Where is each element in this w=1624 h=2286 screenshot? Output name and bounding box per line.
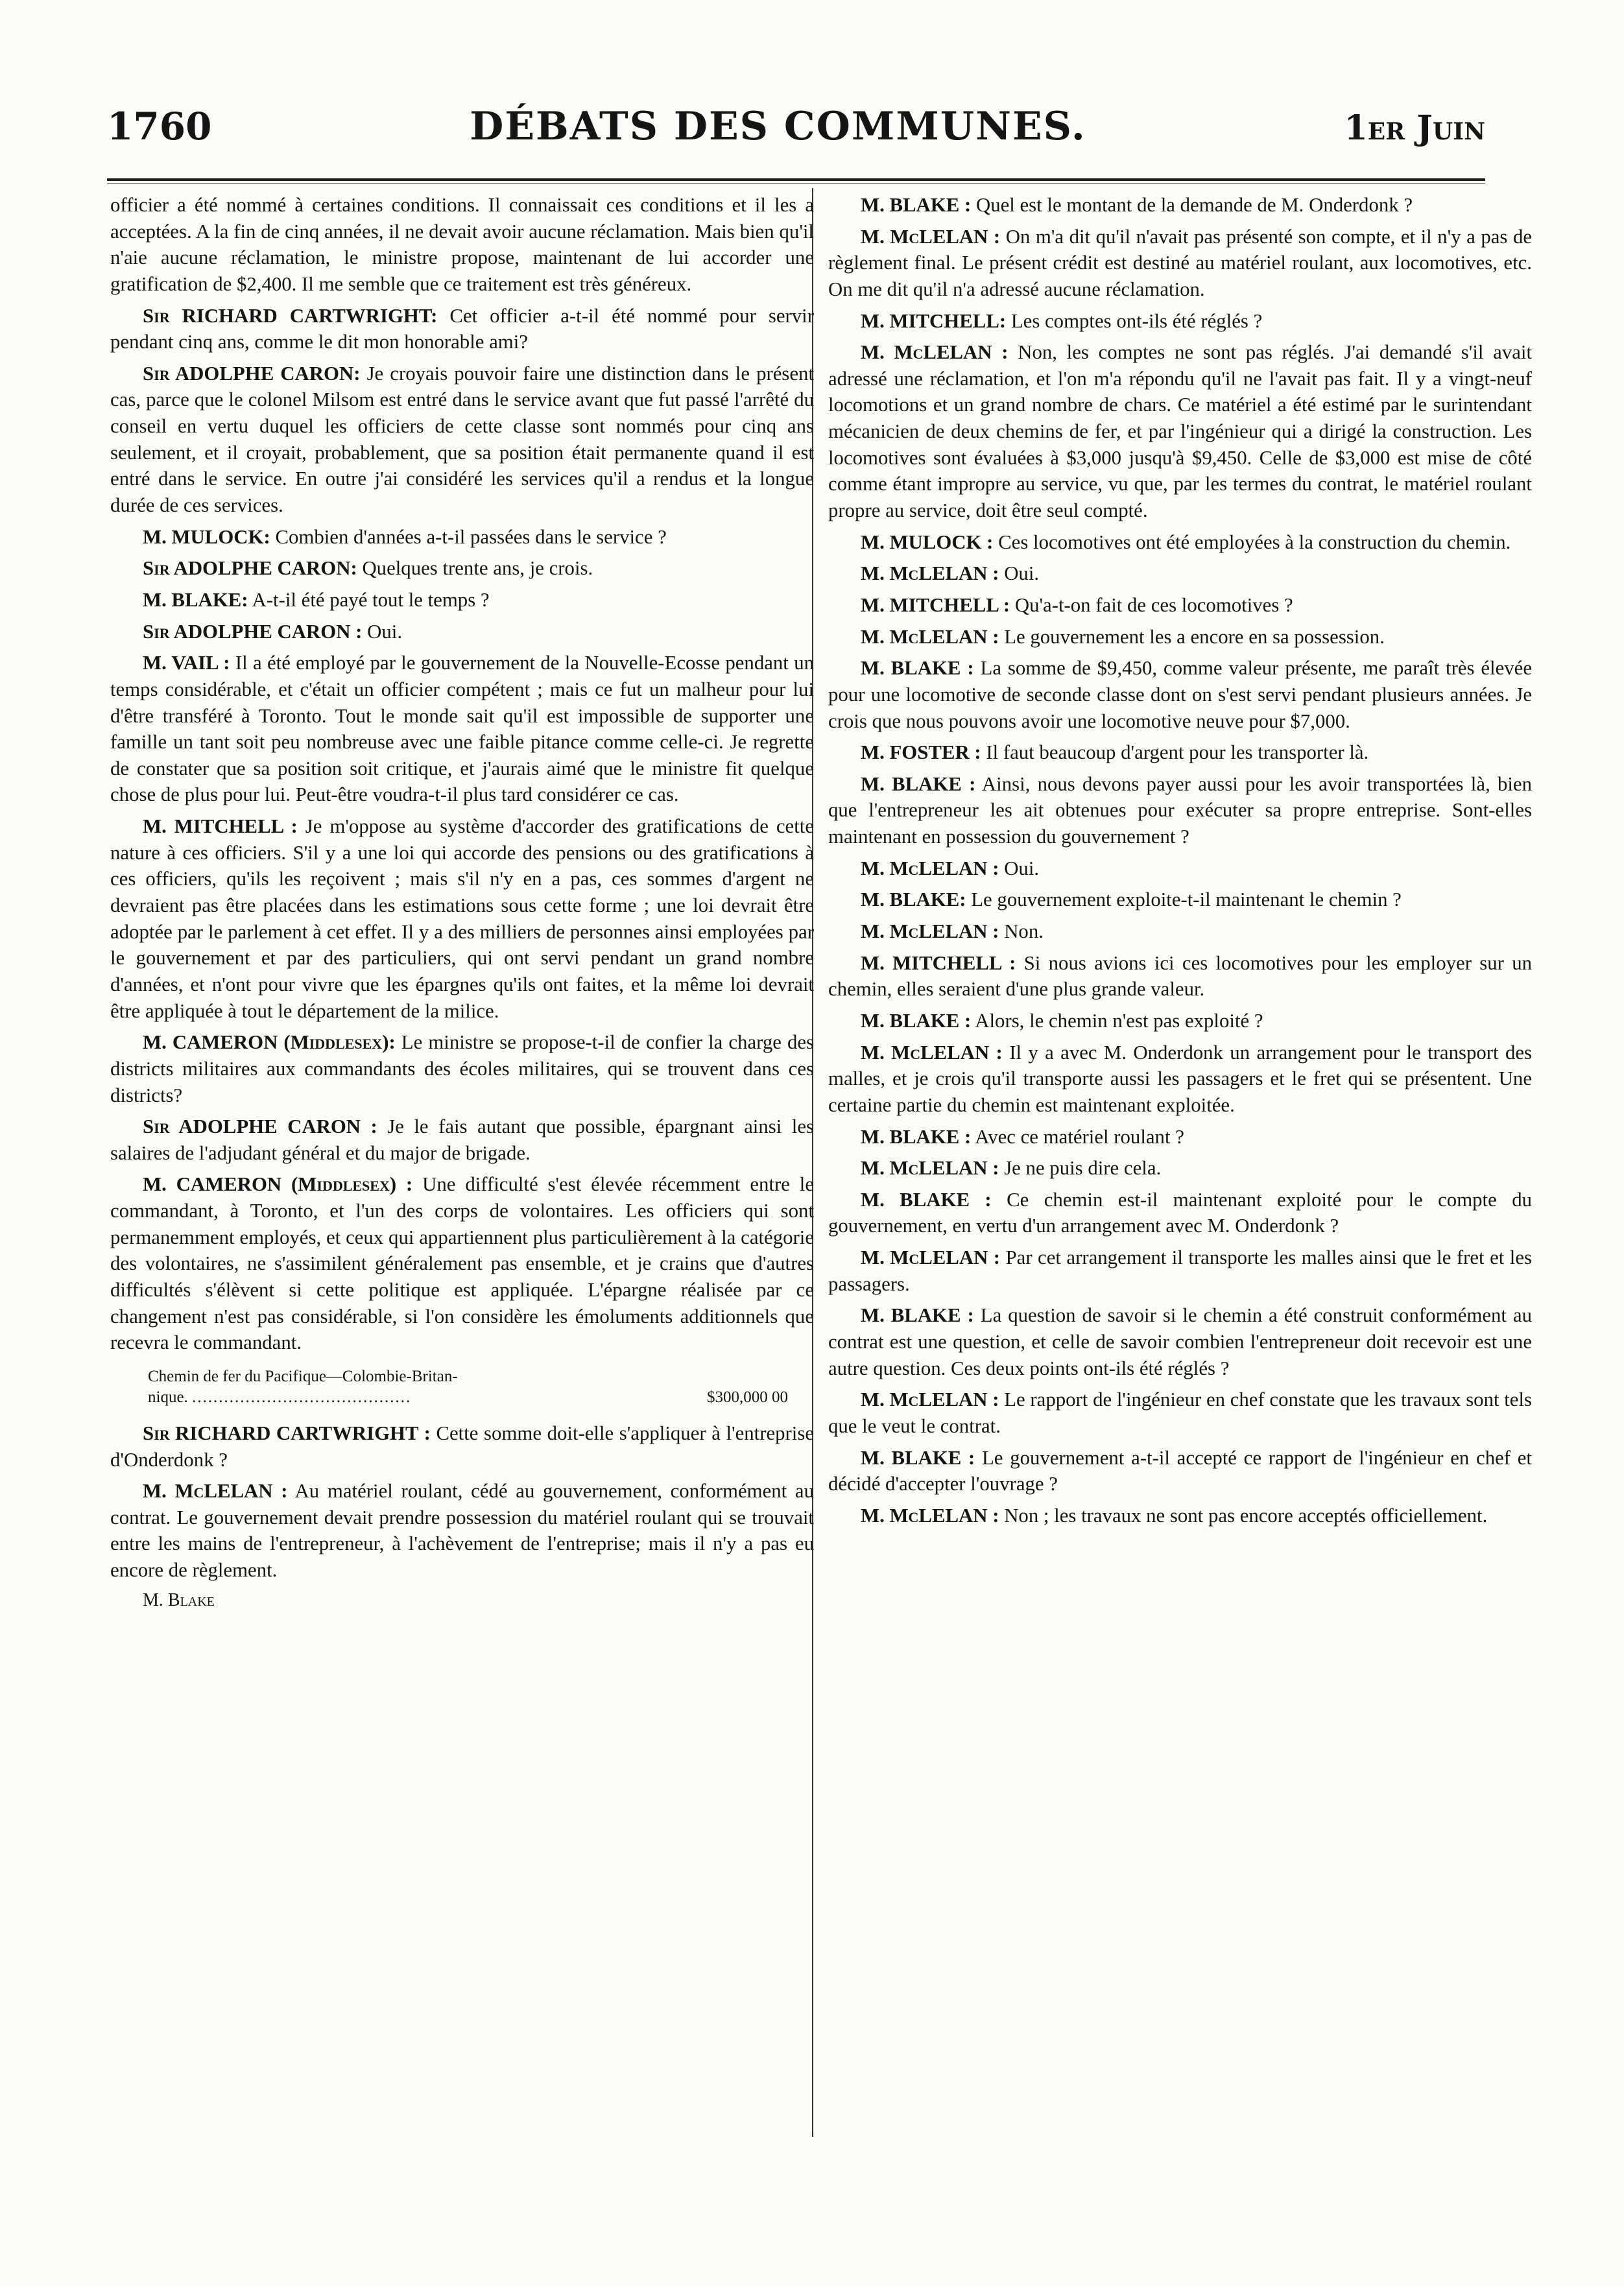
speaker-name: M. McLELAN : bbox=[861, 857, 999, 879]
speaker-name: M. CAMERON (Middlesex): bbox=[143, 1031, 396, 1054]
speaker-name: M. MITCHELL : bbox=[861, 593, 1010, 616]
speech-paragraph bbox=[828, 592, 1532, 619]
speech-paragraph bbox=[828, 1155, 1532, 1182]
speech-text: Par cet arrangement il transporte les malles ainsi que le fret et les passagers. bbox=[828, 1246, 1532, 1295]
speaker-name: M. BLAKE : bbox=[861, 1188, 992, 1211]
speech-paragraph bbox=[828, 739, 1532, 766]
speech-paragraph bbox=[828, 1244, 1532, 1297]
speaker-name: M. McLELAN : bbox=[861, 1246, 1001, 1269]
speech-paragraph bbox=[828, 339, 1532, 523]
speaker-name: M. CAMERON (Middlesex) : bbox=[143, 1173, 413, 1196]
speech-paragraph bbox=[828, 1503, 1532, 1529]
speaker-name: M. McLELAN : bbox=[861, 1041, 1003, 1064]
speaker-name: M. McLELAN : bbox=[861, 920, 999, 943]
estimate-leader-dots: ......................................... bbox=[192, 1388, 412, 1407]
speech-text: Les comptes ont-ils été réglés ? bbox=[1010, 309, 1263, 332]
speaker-name: Sir RICHARD CARTWRIGHT: bbox=[143, 304, 438, 327]
header-rule bbox=[107, 178, 1485, 181]
speech-paragraph bbox=[828, 192, 1532, 219]
speaker-name: Sir ADOLPHE CARON: bbox=[143, 557, 357, 580]
right-column bbox=[828, 192, 1532, 2170]
speech-paragraph bbox=[828, 1040, 1532, 1119]
speaker-name: M. BLAKE : bbox=[861, 194, 972, 216]
left-column-paragraphs-after bbox=[110, 1420, 814, 1584]
speech-text: Ce chemin est-il maintenant exploité pour le compte du gouvernement, en vertu d'un arrangement avec M. Onderdonk ? bbox=[828, 1188, 1532, 1237]
speech-paragraph bbox=[828, 624, 1532, 650]
speech-text: Non ; les travaux ne sont pas encore acceptés officiellement. bbox=[1004, 1504, 1488, 1527]
speech-text: Alors, le chemin n'est pas exploité ? bbox=[975, 1009, 1263, 1032]
speech-text: Le gouvernement a-t-il accepté ce rapport de l'ingénieur en chef et décidé d'accepter l'ouvrage ? bbox=[828, 1446, 1532, 1495]
speaker-name: M. MULOCK: bbox=[143, 525, 270, 548]
speaker-name: M. FOSTER : bbox=[861, 741, 981, 764]
speech-paragraph bbox=[828, 887, 1532, 913]
speech-paragraph bbox=[828, 1008, 1532, 1034]
speaker-name: M. BLAKE : bbox=[861, 1304, 974, 1327]
left-column bbox=[110, 192, 814, 2170]
speech-paragraph bbox=[828, 224, 1532, 303]
speech-paragraph bbox=[110, 1029, 814, 1108]
speaker-name: M. BLAKE : bbox=[861, 657, 974, 680]
speech-paragraph bbox=[828, 655, 1532, 734]
speech-text: Quel est le montant de la demande de M. Onderdonk ? bbox=[975, 194, 1413, 216]
speaker-name: M. McLELAN : bbox=[861, 225, 1001, 248]
speech-text: Cet officier a-t-il été nommé pour servir pendant cinq ans, comme le dit mon honorable ami? bbox=[110, 304, 814, 353]
speaker-name: M. VAIL : bbox=[143, 652, 230, 674]
speech-paragraph bbox=[110, 361, 814, 519]
speech-text: Je croyais pouvoir faire une distinction dans le présent cas, parce que le colonel Milsom est entré dans le service avant que fut passé l'arrêté du conseil en vertu duquel les officiers de cette classe sont nommés pour cinq ans seulement, et il croyait, probablement, que sa position était permanente quand il est entré dans le service. En outre j'ai considéré les services qu'il a rendus et la longue durée de ces services. bbox=[110, 362, 814, 517]
speech-text: Si nous avions ici ces locomotives pour les employer sur un chemin, elles seraient d'une plus grande valeur. bbox=[828, 951, 1532, 1001]
speech-paragraph bbox=[828, 529, 1532, 556]
speech-text: Combien d'années a-t-il passées dans le service ? bbox=[275, 525, 667, 548]
speaker-name: M. MULOCK : bbox=[861, 530, 994, 553]
speaker-name: M. BLAKE : bbox=[861, 1125, 972, 1148]
estimate-label-line2 bbox=[148, 1387, 814, 1409]
speaker-name: M. MITCHELL: bbox=[861, 309, 1007, 332]
speaker-name: M. McLELAN : bbox=[861, 562, 999, 585]
estimate-label-text: nique. bbox=[148, 1388, 188, 1407]
speech-paragraph bbox=[110, 1478, 814, 1584]
speech-paragraph bbox=[110, 1420, 814, 1473]
estimate-amount: $300,000 00 bbox=[707, 1388, 788, 1407]
speech-text: Non, les comptes ne sont pas réglés. J'ai demandé s'il avait adressé une réclamation, et l'on m'a répondu qu'il ne l'avait pas fait. Il y a vingt-neuf locomotions et un grand nombre de chars. Ce matériel a été estimé par le surintendant mécanicien de deux chemins de fer, et par l'ingénieur qui a dirigé la construction. Les locomotives sont évaluées à $3,000 jusqu'à $9,450. Celle de $3,000 est mise de côté comme étant impropre au service, vu que, par les termes du contrat, le matériel roulant propre au service, doit être seul compté. bbox=[828, 341, 1532, 522]
speech-paragraph bbox=[110, 650, 814, 808]
speech-text: Il a été employé par le gouvernement de la Nouvelle-Ecosse pendant un temps considérable, et c'était un officier compétent ; mais ce fut un malheur pour lui d'être transféré à Toronto. Tout le monde sait qu'il est impossible de supporter une famille un tant soit peu nombreuse avec une faible pitance comme celle-ci. Je regrette de constater que sa position soit critique, et j'aurais aimé que le ministre fit quelque chose de plus pour lui. Peut-être voudra-t-il plus tard considérer ce cas. bbox=[110, 652, 814, 806]
speech-text: La somme de $9,450, comme valeur présente, me paraît très élevée pour une locomotive de seconde classe dont on s'est servi pendant plusieurs années. Je crois que nous pouvons avoir une locomotive neuve pour $7,000. bbox=[828, 657, 1532, 732]
speaker-name: M. BLAKE: bbox=[143, 588, 248, 611]
speech-paragraph bbox=[110, 192, 814, 298]
speech-text: Qu'a-t-on fait de ces locomotives ? bbox=[1014, 593, 1293, 616]
speech-text: A-t-il été payé tout le temps ? bbox=[252, 588, 490, 611]
catchword: M. Blake bbox=[143, 1589, 215, 1610]
speech-paragraph bbox=[110, 303, 814, 355]
speaker-name: M. MITCHELL : bbox=[143, 815, 298, 838]
speech-text: Au matériel roulant, cédé au gouvernement, conformément au contrat. Le gouvernement devait prendre possession du matériel roulant qui se trouvait entre les mains de l'entrepreneur, à l'achèvement de l'entreprise; mais il n'y a pas eu encore de règlement. bbox=[110, 1480, 814, 1582]
speech-text: Oui. bbox=[1004, 562, 1040, 585]
speech-text: Il faut beaucoup d'argent pour les transporter là. bbox=[986, 741, 1369, 764]
speaker-name: M. BLAKE: bbox=[861, 888, 966, 911]
speaker-name: M. McLELAN : bbox=[861, 1157, 999, 1180]
speech-text: On m'a dit qu'il n'avait pas présenté son compte, et il n'y a pas de règlement final. Le présent crédit est destiné au matériel roulant, aux locomotives, etc. On me dit qu'il n'a adressé aucune réclamation. bbox=[828, 225, 1532, 300]
speech-paragraph bbox=[828, 950, 1532, 1003]
speaker-name: Sir ADOLPHE CARON: bbox=[143, 362, 361, 385]
speech-text: Je m'oppose au système d'accorder des gratifications de cette nature à ces officiers. S'il y a une loi qui accorde des pensions ou des gratifications à ces officiers, qu'ils les reçoivent ; mais s'il n'y en a pas, ces sommes d'argent ne devraient pas être placées dans les estimations sous cette forme ; une loi devrait être adoptée par le parlement à cet effet. Il y a des milliers de personnes ainsi employées par le gouvernement et par des particuliers, qui ont servi pendant un grand nombre d'années, et n'ont pour vivre que les épargnes qu'ils ont faites, et la même loi devrait être appliquée à tout le département de la milice. bbox=[110, 815, 814, 1022]
speech-text: Le ministre se propose-t-il de confier la charge des districts militaires aux commandants des écoles militaires, qui se trouvent dans ces districts? bbox=[110, 1031, 814, 1106]
estimate-label-line1: Chemin de fer du Pacifique—Colombie-Britan- bbox=[148, 1367, 458, 1385]
left-column-paragraphs bbox=[110, 192, 814, 1356]
speech-text: Le gouvernement les a encore en sa possession. bbox=[1004, 625, 1385, 648]
speech-paragraph bbox=[828, 308, 1532, 335]
running-title: DÉBATS DES COMMUNES. bbox=[470, 104, 1086, 149]
speech-paragraph bbox=[828, 560, 1532, 587]
speaker-name: M. BLAKE : bbox=[861, 772, 976, 795]
speech-text: Le rapport de l'ingénieur en chef constate que les travaux sont tels que le veut le contrat. bbox=[828, 1388, 1532, 1437]
speaker-name: M. McLELAN : bbox=[861, 341, 1009, 364]
speech-paragraph bbox=[110, 587, 814, 613]
speech-text: Je ne puis dire cela. bbox=[1004, 1157, 1162, 1180]
speech-text: Une difficulté s'est élevée récemment entre le commandant, à Toronto, et l'un des corps de volontaires. Les officiers qui sont permanemment employés, et ceux qui appartiennent plus particulièrement à la catégorie des volontaires, ne s'assimilent généralement pas ensemble, et je crains que d'autres difficultés s'élèvent si cette politique est appliquée. L'épargne réalisée par ce changement n'est pas considérable, si l'on considère les émoluments additionnels que recevra le commandant. bbox=[110, 1173, 814, 1354]
speaker-name: M. McLELAN : bbox=[861, 625, 999, 648]
speaker-name: M. McLELAN : bbox=[861, 1504, 999, 1527]
speech-paragraph bbox=[110, 813, 814, 1024]
speech-text: Ainsi, nous devons payer aussi pour les avoir transportées là, bien que l'entrepreneur les ait obtenues pour exécuter sa propre entreprise. Sont-elles maintenant en possession du gouvernement ? bbox=[828, 772, 1532, 848]
speech-text: officier a été nommé à certaines conditions. Il connaissait ces conditions et il les a acceptées. A la fin de cinq années, il ne devait avoir aucune réclamation. Mais bien qu'il n'aie aucune réclamation, le ministre propose, maintenant de lui accorder une gratification de $2,400. Il me semble que ce traitement est très généreux. bbox=[110, 194, 814, 295]
speech-text: Ces locomotives ont été employées à la construction du chemin. bbox=[998, 530, 1511, 553]
speech-text: Quelques trente ans, je crois. bbox=[362, 557, 593, 580]
speech-text: La question de savoir si le chemin a été construit conformément au contrat est une question, et celle de savoir combien l'entrepreneur doit recevoir est une autre question. Ces deux points ont-ils été réglés ? bbox=[828, 1304, 1532, 1379]
speech-text: Il y a avec M. Onderdonk un arrangement pour le transport des malles, et je crois qu'il transporte aussi les passagers et le fret qui se présentent. Une certaine partie du chemin est maintenant exploitée. bbox=[828, 1041, 1532, 1116]
speech-text: Non. bbox=[1004, 920, 1044, 943]
speech-paragraph bbox=[828, 1302, 1532, 1381]
speech-paragraph bbox=[110, 619, 814, 645]
page-number: 1760 bbox=[107, 104, 212, 149]
speech-text: Avec ce matériel roulant ? bbox=[975, 1125, 1184, 1148]
speaker-name: M. McLELAN : bbox=[861, 1388, 999, 1411]
speech-paragraph bbox=[828, 771, 1532, 850]
speaker-name: Sir RICHARD CARTWRIGHT : bbox=[143, 1422, 431, 1444]
speech-text: Cette somme doit-elle s'appliquer à l'entreprise d'Onderdonk ? bbox=[110, 1422, 814, 1471]
speech-paragraph bbox=[828, 1124, 1532, 1150]
estimate-item bbox=[148, 1366, 814, 1409]
speech-paragraph bbox=[110, 1113, 814, 1166]
speaker-name: M. McLELAN : bbox=[143, 1480, 288, 1503]
speech-paragraph bbox=[110, 524, 814, 551]
speaker-name: Sir ADOLPHE CARON : bbox=[143, 1115, 377, 1138]
speech-text: Le gouvernement exploite-t-il maintenant le chemin ? bbox=[971, 888, 1402, 911]
speech-paragraph bbox=[828, 918, 1532, 945]
speech-paragraph bbox=[828, 1445, 1532, 1497]
speaker-name: M. MITCHELL : bbox=[861, 951, 1016, 974]
speech-text: Oui. bbox=[1004, 857, 1040, 879]
speaker-name: Sir ADOLPHE CARON : bbox=[143, 620, 363, 643]
speech-text: Oui. bbox=[367, 620, 403, 643]
speech-text: Je le fais autant que possible, épargnant ainsi les salaires de l'adjudant général et du major de brigade. bbox=[110, 1115, 814, 1164]
page-header bbox=[107, 104, 1485, 162]
speech-paragraph bbox=[828, 1187, 1532, 1239]
right-column-paragraphs bbox=[828, 192, 1532, 1529]
speaker-name: M. BLAKE : bbox=[861, 1446, 975, 1469]
header-date: 1er Juin bbox=[1344, 108, 1485, 148]
speech-paragraph bbox=[110, 555, 814, 582]
speech-paragraph bbox=[110, 1171, 814, 1355]
speech-paragraph bbox=[828, 1387, 1532, 1439]
speech-paragraph bbox=[828, 855, 1532, 882]
speaker-name: M. BLAKE : bbox=[861, 1009, 972, 1032]
